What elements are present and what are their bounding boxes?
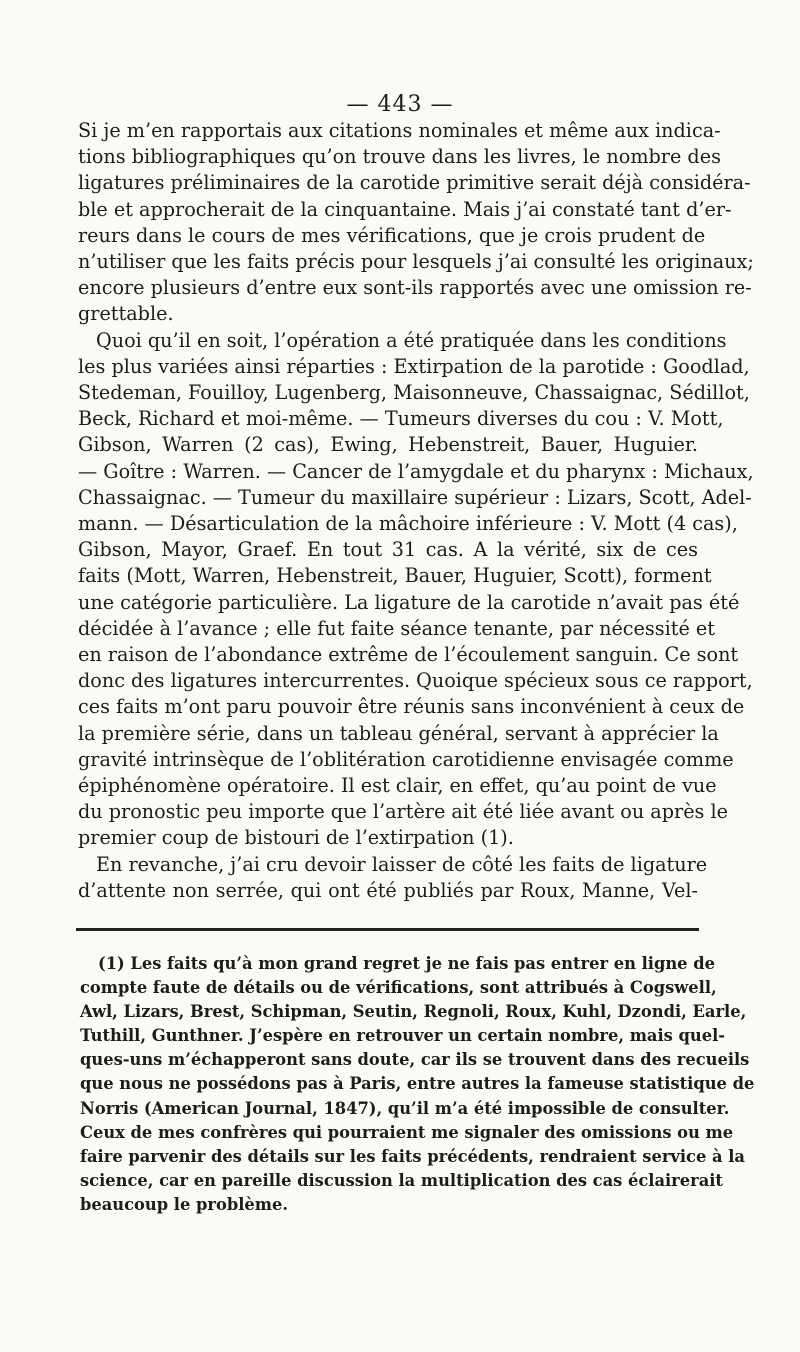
body-line: les plus variées ainsi réparties : Extirpation de la parotide : Goodlad, [78, 354, 750, 378]
body-line: en raison de l’abondance extrême de l’écoulement sanguin. Ce sont [78, 643, 739, 667]
body-line: n’utiliser que les faits précis pour lesquels j’ai consulté les originaux; [78, 250, 754, 274]
body-line: En revanche, j’ai cru devoir laisser de côté les faits de ligature [96, 852, 708, 876]
footnote-line: faire parvenir des détails sur les faits précédents, rendraient service à la [80, 1146, 745, 1166]
footnote-line: ques-uns m’échapperont sans doute, car ils se trouvent dans des recueils [80, 1050, 750, 1070]
body-line: ble et approcherait de la cinquantaine. Mais j’ai constaté tant d’er- [78, 197, 732, 221]
footnote-line: science, car en pareille discussion la multiplication des cas éclairerait [80, 1170, 723, 1190]
footnote-divider [76, 928, 699, 931]
body-line: la première série, dans un tableau général, servant à apprécier la [78, 721, 719, 745]
body-text [78, 118, 754, 904]
body-line: mann. — Désarticulation de la mâchoire inférieure : V. Mott (4 cas), [78, 512, 738, 536]
body-line: gravité intrinsèque de l’oblitération carotidienne envisagée comme [78, 747, 734, 771]
footnote-line: que nous ne possédons pas à Paris, entre autres la fameuse statistique de [80, 1074, 755, 1094]
footnote-line: (1) Les faits qu’à mon grand regret je ne fais pas entrer en ligne de [98, 954, 715, 973]
body-line: ligatures préliminaires de la carotide primitive serait déjà considéra- [78, 171, 751, 195]
body-line: Si je m’en rapportais aux citations nominales et même aux indica- [78, 119, 721, 142]
body-line: épiphénomène opératoire. Il est clair, en effet, qu’au point de vue [78, 774, 717, 798]
body-line: — Goître : Warren. — Cancer de l’amygdale et du pharynx : Michaux, [78, 459, 754, 483]
footnote [80, 952, 755, 1217]
body-line: Beck, Richard et moi-même. — Tumeurs diverses du cou : V. Mott, [78, 407, 724, 431]
body-line: premier coup de bistouri de l’extirpation (1). [78, 826, 514, 850]
body-line: décidée à l’avance ; elle fut faite séance tenante, par nécessité et [78, 616, 715, 640]
body-line: faits (Mott, Warren, Hebenstreit, Bauer, Huguier, Scott), forment [78, 564, 712, 588]
footnote-line: beaucoup le problème. [80, 1194, 289, 1214]
footnote-line: Awl, Lizars, Brest, Schipman, Seutin, Regnoli, Roux, Kuhl, Dzondi, Earle, [80, 1002, 747, 1022]
body-line: grettable. [78, 302, 174, 326]
page-number: — 443 — [346, 92, 454, 117]
footnote-line: Norris (American Journal, 1847), qu’il m’a été impossible de consulter. [80, 1098, 730, 1118]
body-line: Chassaignac. — Tumeur du maxillaire supérieur : Lizars, Scott, Adel- [78, 485, 752, 509]
body-line: Gibson, Mayor, Graef. En tout 31 cas. A la vérité, six de ces [78, 538, 698, 562]
footnote-line: Ceux de mes confrères qui pourraient me signaler des omissions ou me [80, 1122, 734, 1142]
footnote-line: Tuthill, Gunthner. J’espère en retrouver un certain nombre, mais quel- [80, 1026, 726, 1046]
footnote-line: compte faute de détails ou de vérifications, sont attribués à Cogswell, [80, 978, 717, 998]
body-line: du pronostic peu importe que l’artère ait été liée avant ou après le [78, 800, 728, 824]
body-line: d’attente non serrée, qui ont été publiés par Roux, Manne, Vel- [78, 878, 698, 902]
body-line: tions bibliographiques qu’on trouve dans les livres, le nombre des [78, 145, 721, 169]
body-line: donc des ligatures intercurrentes. Quoique spécieux sous ce rapport, [78, 669, 753, 693]
body-line: Stedeman, Fouilloy, Lugenberg, Maisonneuve, Chassaignac, Sédillot, [78, 381, 750, 405]
body-line: une catégorie particulière. La ligature de la carotide n’avait pas été [78, 590, 740, 614]
body-line: reurs dans le cours de mes vérifications, que je crois prudent de [78, 223, 706, 247]
body-line: Quoi qu’il en soit, l’opération a été pratiquée dans les conditions [96, 328, 727, 352]
body-line: encore plusieurs d’entre eux sont-ils rapportés avec une omission re- [78, 276, 752, 300]
body-line: Gibson, Warren (2 cas), Ewing, Hebenstreit, Bauer, Huguier. [78, 433, 698, 457]
body-line: ces faits m’ont paru pouvoir être réunis sans inconvénient à ceux de [78, 695, 745, 719]
